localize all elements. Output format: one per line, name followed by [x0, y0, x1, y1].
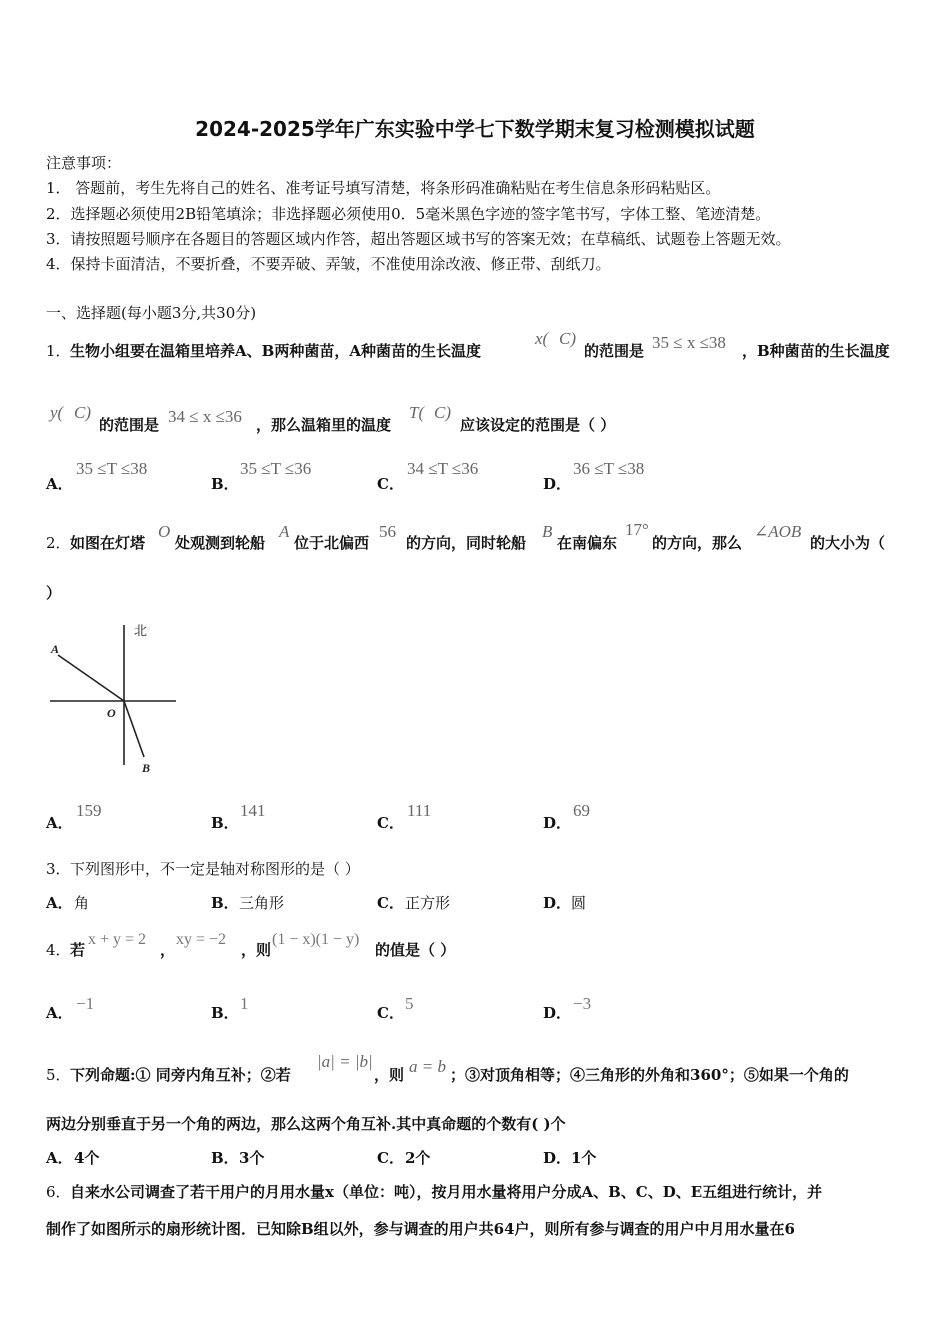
q1-text-5: ，那么温箱里的温度 [256, 416, 392, 434]
q4-text-4: 的值是（ ） [375, 941, 456, 959]
notice-item-3: 3．请按照题号顺序在各题目的答题区域内作答，超出答题区域书写的答案无效；在草稿纸、试题卷上答题无效。 [46, 230, 791, 248]
q5-option-b-label: B． [211, 1149, 239, 1167]
q1-option-c-label: C． [377, 475, 404, 493]
q3-option-c-label: C． [377, 894, 404, 912]
q1-math-y: y( [50, 403, 64, 422]
q3-option-a[interactable]: 角 [74, 894, 90, 912]
q1-option-b-label: B． [211, 475, 239, 493]
q2-math-56: 56 [379, 522, 396, 541]
q1-option-c[interactable]: 34 ≤T ≤36 [407, 459, 479, 478]
q1-math-T: T( [409, 403, 425, 422]
q3-number: 3． [46, 860, 71, 878]
q3-option-a-label: A． [46, 894, 73, 912]
q5-option-d-label: D． [543, 1149, 572, 1167]
q3-option-d[interactable]: 圆 [571, 894, 587, 912]
q5-number: 5． [46, 1066, 71, 1084]
q2-math-A: A [279, 522, 290, 541]
q5-option-a[interactable]: 4个 [74, 1149, 100, 1167]
q4-text-1: 若 [70, 941, 86, 959]
q4-option-a[interactable]: −1 [76, 994, 95, 1013]
q2-math-B: B [542, 522, 553, 541]
notice-heading: 注意事项： [46, 154, 122, 172]
q1-text-4: 的范围是 [99, 416, 160, 434]
q4-math-product: xy = −2 [176, 931, 227, 948]
q2-option-a[interactable]: 159 [76, 801, 102, 820]
q2-text-4: 的方向，同时轮船 [406, 534, 527, 552]
q2-option-d-label: D． [543, 814, 572, 832]
q3-option-d-label: D． [543, 894, 572, 912]
q5-math-abs: |a| = |b| [317, 1052, 373, 1071]
q2-text-8: ） [46, 584, 62, 602]
q1-option-d-label: D． [543, 475, 572, 493]
q2-text-3: 位于北偏西 [294, 534, 370, 552]
q1-math-range-x: 35 ≤ x ≤38 [652, 333, 726, 352]
q1-text-1: 生物小组要在温箱里培养A、B两种菌苗，A种菌苗的生长温度 [70, 342, 481, 360]
q1-math-Tc: C) [434, 403, 451, 422]
q1-math-range-y: 34 ≤ x ≤36 [168, 407, 242, 426]
page-title: 2024-2025学年广东实验中学七下数学期末复习检测模拟试题 [195, 117, 755, 141]
ray-OB [124, 701, 144, 757]
q1-math-yc: C) [74, 403, 91, 422]
q2-text-6: 的方向，那么 [652, 534, 743, 552]
q4-option-c[interactable]: 5 [405, 994, 414, 1013]
q5-option-a-label: A． [46, 1149, 73, 1167]
q2-math-O: O [158, 522, 171, 541]
q1-text-6: 应该设定的范围是（ ） [460, 416, 616, 434]
q5-option-c-label: C． [377, 1149, 404, 1167]
q4-option-b[interactable]: 1 [240, 994, 249, 1013]
direction-figure [40, 615, 190, 780]
point-O-label: O [107, 706, 116, 720]
q1-text-3: ，B种菌苗的生长温度 [742, 342, 890, 360]
q6-line-1: 自来水公司调查了若干用户的月用水量x（单位：吨），按月用水量将用户分成A、B、C、D、E五组进行统计，并 [70, 1183, 823, 1201]
q4-text-3: ，则 [241, 941, 272, 959]
section-heading: 一、选择题(每小题3分,共30分) [46, 304, 257, 322]
q4-math-sum: x + y = 2 [88, 931, 147, 948]
q5-option-c[interactable]: 2个 [405, 1149, 431, 1167]
q4-text-2: ， [160, 941, 176, 959]
notice-item-4: 4．保持卡面清洁，不要折叠，不要弄破、弄皱，不准使用涂改液、修正带、刮纸刀。 [46, 255, 611, 273]
point-A-label: A [51, 642, 60, 656]
q5-option-d[interactable]: 1个 [571, 1149, 597, 1167]
notice-item-2: 2．选择题必须使用2B铅笔填涂；非选择题必须使用0．5毫米黑色字迹的签字笔书写，字体工整、笔迹清楚。 [46, 205, 771, 223]
q4-option-d-label: D． [543, 1004, 572, 1022]
q1-option-a[interactable]: 35 ≤T ≤38 [76, 459, 148, 478]
ray-OA [58, 655, 124, 701]
notice-item-1: 1． 答题前，考生先将自己的姓名、准考证号填写清楚，将条形码准确粘贴在考生信息条形码粘贴区。 [46, 179, 721, 197]
q2-text-7: 的大小为（ [810, 534, 886, 552]
q1-option-b[interactable]: 35 ≤T ≤36 [240, 459, 312, 478]
q2-option-b[interactable]: 141 [240, 801, 266, 820]
q1-math-x: x( [535, 329, 549, 348]
q5-text-1: 下列命题:① 同旁内角互补；②若 [70, 1066, 291, 1084]
q1-option-d[interactable]: 36 ≤T ≤38 [573, 459, 645, 478]
q6-number: 6． [46, 1183, 71, 1201]
q2-option-c[interactable]: 111 [407, 801, 432, 820]
q4-math-expression: (1 − x)(1 − y) [272, 931, 360, 948]
q5-option-b[interactable]: 3个 [239, 1149, 265, 1167]
q2-option-c-label: C． [377, 814, 404, 832]
q2-option-b-label: B． [211, 814, 239, 832]
north-label: 北 [134, 623, 148, 638]
q4-option-a-label: A． [46, 1004, 73, 1022]
q5-math-eq: a = b [409, 1057, 446, 1076]
q3-option-b[interactable]: 三角形 [239, 894, 285, 912]
q5-line-2: 两边分别垂直于另一个角的两边，那么这两个角互补.其中真命题的个数有( )个 [46, 1115, 566, 1133]
q4-number: 4． [46, 941, 71, 959]
q1-math-xc: C) [559, 329, 576, 348]
q2-math-angle: ∠AOB [754, 522, 802, 541]
q4-option-d[interactable]: −3 [573, 994, 592, 1013]
q3-text: 下列图形中，不一定是轴对称图形的是（ ） [70, 860, 360, 878]
q5-text-3: ；③对顶角相等；④三角形的外角和360°；⑤如果一个角的 [450, 1066, 849, 1084]
q1-text-2: 的范围是 [584, 342, 645, 360]
q2-text-2: 处观测到轮船 [175, 534, 266, 552]
q3-option-b-label: B． [211, 894, 239, 912]
q1-number: 1． [46, 342, 71, 360]
q4-option-b-label: B． [211, 1004, 239, 1022]
q4-option-c-label: C． [377, 1004, 404, 1022]
q6-line-2: 制作了如图所示的扇形统计图．已知除B组以外，参与调查的用户共64户，则所有参与调查的用户中月用水量在6 [46, 1220, 795, 1238]
q5-text-2: ，则 [374, 1066, 405, 1084]
q1-option-a-label: A． [46, 475, 73, 493]
point-B-label: B [142, 761, 151, 775]
q2-option-a-label: A． [46, 814, 73, 832]
q2-option-d[interactable]: 69 [573, 801, 590, 820]
q2-number: 2． [46, 534, 71, 552]
q2-math-17: 17° [625, 520, 649, 539]
q2-text-5: 在南偏东 [557, 534, 618, 552]
q2-text-1: 如图在灯塔 [70, 534, 146, 552]
q3-option-c[interactable]: 正方形 [405, 894, 451, 912]
